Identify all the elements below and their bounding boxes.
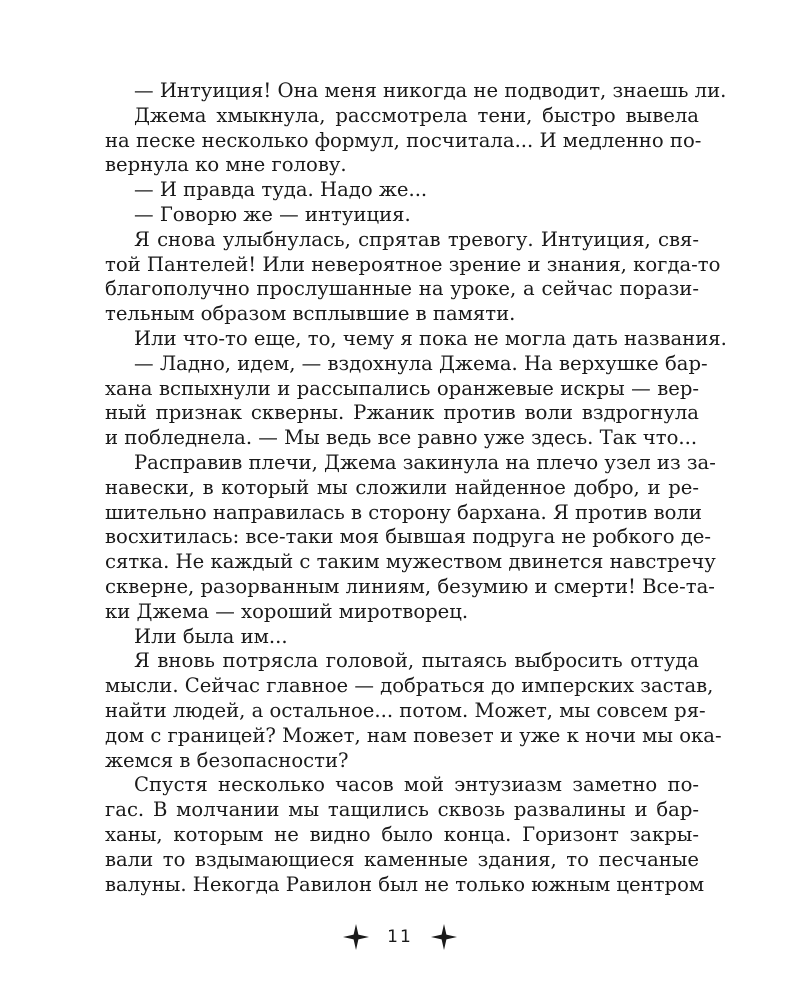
- text-line: Или что-то еще, то, чему я пока не могла дать названия.: [134, 326, 727, 350]
- text-line: Расправив плечи, Джема закинула на плечо узел из за-: [134, 450, 716, 474]
- text-line: — И правда туда. Надо же...: [134, 178, 428, 202]
- text-line: восхитилась: все-таки моя бывшая подруга не робкого де-: [105, 525, 712, 549]
- text-line: валуны. Некогда Равилон был не только южным центром: [105, 872, 705, 896]
- text-line: сятка. Не каждый с таким мужеством двинется навстречу: [105, 550, 716, 574]
- text-line: Или была им...: [134, 624, 288, 648]
- text-line: дом с границей? Может, нам повезет и уже к ночи мы ока-: [105, 723, 722, 747]
- text-line: жемся в безопасности?: [105, 748, 349, 772]
- text-line: ханы, которым не видно было конца. Горизонт закры-: [105, 822, 699, 846]
- text-line: скверне, разорванным линиям, безумию и смерти! Все-та-: [105, 574, 715, 598]
- text-line: — Ладно, идем, — вздохнула Джема. На верхушке бар-: [134, 351, 708, 375]
- text-line: ки Джема — хороший миротворец.: [105, 599, 469, 623]
- text-line: той Пантелей! Или невероятное зрение и знания, когда-то: [105, 252, 721, 276]
- text-line: ный признак скверны. Ржаник против воли вздрогнула: [105, 401, 699, 425]
- text-line: хана вспыхнули и рассыпались оранжевые искры — вер-: [105, 376, 699, 400]
- text-line: на песке несколько формул, посчитала... И медленно по-: [105, 128, 702, 152]
- text-line: благополучно прослушанные на уроке, а сейчас порази-: [105, 277, 699, 301]
- text-line: вали то вздымающиеся каменные здания, то песчаные: [105, 847, 699, 871]
- text-line: гас. В молчании мы тащились сквозь развалины и бар-: [105, 798, 699, 822]
- text-line: Я снова улыбнулась, спрятав тревогу. Интуиция, свя-: [134, 227, 699, 251]
- text-line: навески, в который мы сложили найденное добро, и ре-: [105, 475, 699, 499]
- text-line: Спустя несколько часов мой энтузиазм заметно по-: [134, 773, 699, 797]
- text-line: шительно направилась в сторону бархана. Я против воли: [105, 500, 702, 524]
- text-line: Джема хмыкнула, рассмотрела тени, быстро вывела: [134, 103, 699, 127]
- star-ornament-left-icon: [343, 924, 369, 950]
- text-line: и побледнела. — Мы ведь все равно уже здесь. Так что...: [105, 426, 698, 450]
- text-line: тельным образом всплывшие в памяти.: [105, 302, 516, 326]
- page-number: 11: [387, 927, 413, 947]
- text-line: найти людей, а остальное... потом. Может, мы совсем ря-: [105, 698, 706, 722]
- body-text: [105, 79, 727, 897]
- text-line: — Говорю же — интуиция.: [134, 202, 411, 226]
- text-line: Я вновь потрясла головой, пытаясь выбросить оттуда: [134, 649, 699, 673]
- text-line: вернула ко мне голову.: [105, 153, 347, 177]
- text-line: — Интуиция! Она меня никогда не подводит, знаешь ли.: [134, 79, 727, 102]
- page-footer: [0, 922, 800, 952]
- text-line: мысли. Сейчас главное — добраться до имперских застав,: [105, 674, 714, 698]
- star-ornament-right-icon: [431, 924, 457, 950]
